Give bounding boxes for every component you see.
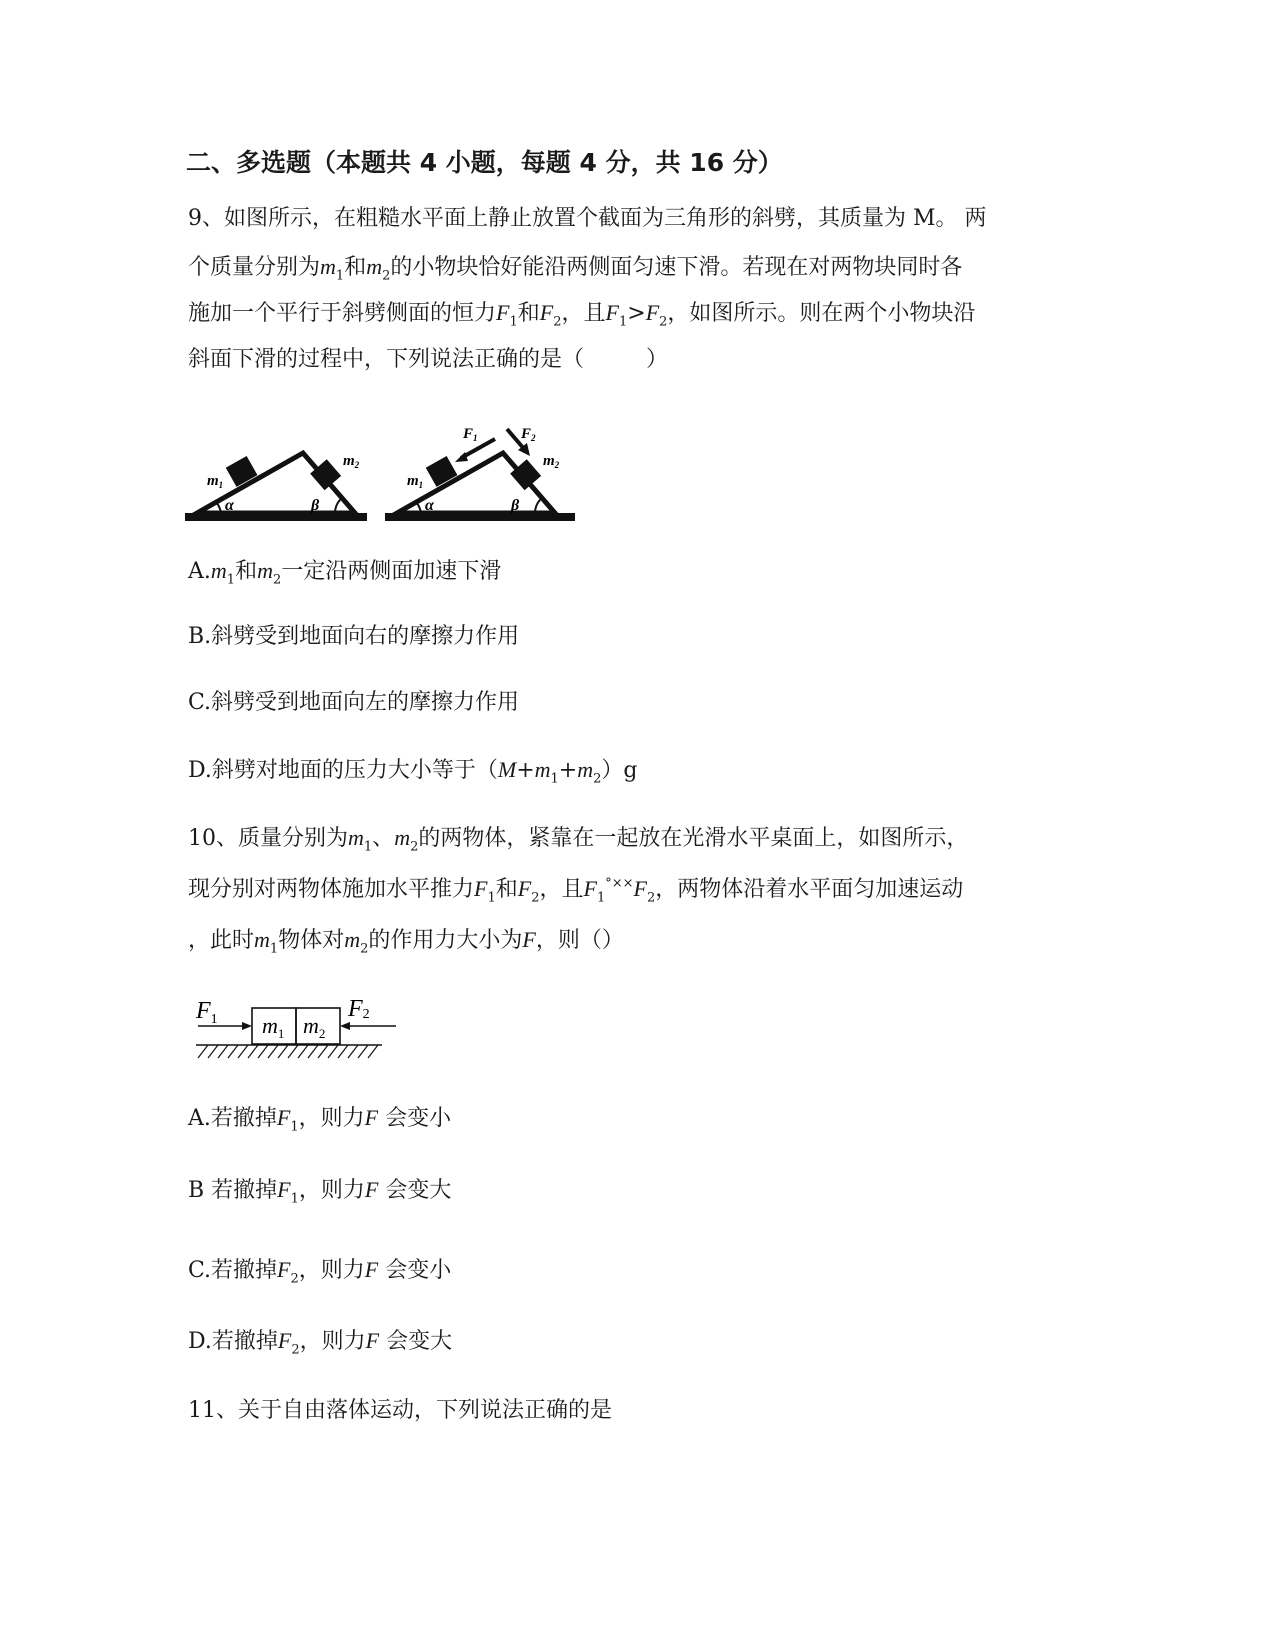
option-text: ，则力 — [299, 1329, 366, 1354]
q10-m2-sub: 2 — [360, 941, 369, 957]
q10-F2-sub: 2 — [647, 890, 656, 906]
q10-text: 的作用力大小为 — [368, 928, 523, 953]
q9-text: 斜面下滑的过程中，下列说法正确的是（ — [188, 347, 585, 372]
q9-option-c: C.斜劈受到地面向左的摩擦力作用 — [188, 690, 520, 715]
option-text: 会变小 — [385, 1106, 452, 1131]
option-text: A.若撤掉 — [188, 1106, 277, 1131]
option-text: ，则力 — [298, 1258, 365, 1283]
option-text: D.若撤掉 — [188, 1329, 278, 1354]
label-m1: $m_1$ — [262, 1013, 285, 1041]
q9-m2-sub: 2 — [272, 572, 282, 588]
label-F2: F2 — [348, 996, 370, 1022]
label-beta-left: β — [311, 497, 320, 514]
plus: + — [516, 758, 535, 783]
q9-text: 和 — [344, 255, 367, 280]
option-text: 会变大 — [386, 1329, 453, 1354]
q9-F2-sub: 2 — [659, 314, 668, 330]
q10-line-1 — [188, 823, 968, 862]
q10-F: F — [277, 1257, 291, 1282]
q10-option-c — [188, 1255, 451, 1294]
label-beta-right: β — [511, 497, 520, 514]
q9-figure — [185, 425, 605, 545]
q9-m2: m — [577, 757, 594, 782]
q9-F2-sub: 2 — [553, 314, 562, 330]
q10-F2: F — [633, 876, 647, 901]
q10-F1: F — [583, 876, 597, 901]
q10-F-sub: 1 — [290, 1119, 299, 1135]
label-alpha-left: α — [225, 497, 234, 514]
q10-F: F — [276, 1105, 291, 1130]
option-text: ，则力 — [298, 1106, 365, 1131]
q10-text: 、 — [372, 826, 395, 851]
q9-m2: m — [366, 254, 383, 279]
q10-text: ，两物体沿着水平面匀加速运动 — [655, 877, 964, 902]
q10-F2: F — [517, 876, 532, 901]
q9-F1-sub: 1 — [509, 314, 518, 330]
label-m1-right: $m_1$ — [407, 473, 424, 490]
q9-text: 个质量分别为 — [188, 255, 321, 280]
q9-m1-sub: 1 — [226, 572, 236, 588]
q10-F: F — [277, 1177, 291, 1202]
q9-m2: m — [257, 558, 273, 583]
q10-option-d — [188, 1326, 452, 1365]
label-F1: $F_1$ — [196, 998, 218, 1027]
q9-text: 施加一个平行于斜劈侧面的恒力 — [188, 301, 497, 326]
q10-line-2 — [188, 874, 963, 913]
q9-F1: F — [605, 300, 619, 325]
plus: + — [558, 758, 578, 783]
option-text: 会变小 — [385, 1258, 452, 1283]
q10-F2-sub: 2 — [531, 890, 540, 906]
label-m2-left: $m_2$ — [343, 453, 360, 470]
q10-text: 现分别对两物体施加水平推力 — [188, 877, 475, 902]
q10-line-3 — [188, 925, 624, 964]
q10-m1-sub: 1 — [269, 941, 279, 957]
q10-F1-sub: 1 — [596, 890, 606, 906]
option-text: D.斜劈对地面的压力大小等于（ — [188, 758, 498, 783]
q9-F2: F — [539, 300, 554, 325]
wedge-right — [385, 426, 575, 521]
q11-line-1: 11、关于自由落体运动，下列说法正确的是 — [188, 1398, 612, 1423]
q10-F: F — [364, 1177, 379, 1202]
q10-text: ，且 — [539, 877, 584, 902]
q10-text: 和 — [495, 877, 518, 902]
label-m2-right: $m_2$ — [543, 453, 560, 470]
q10-F-sub: 1 — [290, 1191, 299, 1207]
option-text: ）g — [601, 758, 638, 783]
q9-text: 和 — [235, 559, 258, 584]
q9-line-1: 9、如图所示，在粗糙水平面上静止放置个截面为三角形的斜劈，其质量为 M。 两 — [188, 206, 987, 231]
q9-option-a — [188, 556, 501, 595]
label-m1-left: $m_1$ — [207, 473, 224, 490]
q9-text: ，如图所示。则在两个小物块沿 — [667, 301, 976, 326]
option-label: A. — [188, 559, 211, 584]
q9-option-b: B.斜劈受到地面向右的摩擦力作用 — [188, 624, 520, 649]
q10-F-sub: 2 — [290, 1271, 299, 1287]
q10-text: ，则（） — [535, 928, 624, 953]
option-text: B 若撤掉 — [188, 1178, 278, 1203]
q9-m1: m — [320, 254, 336, 279]
q9-M: M — [497, 757, 517, 782]
q9-m1: m — [210, 558, 227, 583]
q9-text: 的小物块恰好能沿两侧面匀速下滑。若现在对两物块同时各 — [390, 255, 963, 280]
q9-line-4 — [188, 345, 668, 375]
arrow-F1-head — [242, 1022, 252, 1030]
q10-m2: m — [394, 825, 411, 850]
section-heading: 二、多选题（本题共 4 小题，每题 4 分，共 16 分） — [186, 148, 783, 177]
q9-m1-sub: 1 — [335, 268, 345, 284]
q9-F1-sub: 1 — [618, 314, 628, 330]
option-text: ，则力 — [298, 1178, 365, 1203]
q9-text: 和 — [517, 301, 540, 326]
q10-F: F — [364, 1105, 379, 1130]
q9-line-2 — [188, 252, 962, 291]
q10-F1: F — [474, 876, 488, 901]
q9-m2-sub: 2 — [593, 771, 602, 787]
surface-hatching — [198, 1045, 378, 1058]
option-text: C.若撤掉 — [188, 1258, 278, 1283]
option-text: 一定沿两侧面加速下滑 — [281, 559, 502, 584]
q9-F1: F — [496, 300, 510, 325]
q10-F: F — [522, 927, 536, 952]
q9-option-d — [188, 755, 638, 794]
q10-option-a — [188, 1103, 451, 1142]
q10-F: F — [277, 1328, 292, 1353]
garbled-symbol: °×× — [605, 876, 634, 891]
label-F2: $F_2$ — [521, 426, 536, 443]
q9-m2-sub: 2 — [382, 268, 391, 284]
q9-m1-sub: 1 — [550, 771, 559, 787]
q10-F: F — [365, 1328, 380, 1353]
q10-m2: m — [344, 927, 361, 952]
label-alpha-right: α — [425, 497, 434, 514]
q10-text: 10、质量分别为 — [188, 826, 348, 851]
q10-figure — [190, 988, 400, 1060]
q10-m2-sub: 2 — [410, 839, 419, 855]
q9-m1: m — [534, 757, 551, 782]
q9-text: ） — [646, 347, 669, 372]
arrow-F2-head — [340, 1022, 350, 1030]
q10-m1: m — [254, 927, 270, 952]
q9-line-3 — [188, 298, 975, 337]
q10-F-sub: 2 — [291, 1342, 300, 1358]
q10-text: 的两物体，紧靠在一起放在光滑水平桌面上，如图所示， — [418, 826, 969, 851]
q10-m1: m — [348, 825, 364, 850]
label-F1: $F_1$ — [463, 426, 478, 443]
q10-text: ，此时 — [188, 928, 255, 953]
q10-F1-sub: 1 — [487, 890, 496, 906]
q10-option-b — [188, 1175, 451, 1214]
q10-text: 物体对 — [278, 928, 345, 953]
q9-gt: > — [627, 301, 646, 326]
q9-F2: F — [645, 300, 660, 325]
option-text: 会变大 — [385, 1178, 452, 1203]
label-m2: $m_2$ — [303, 1013, 326, 1041]
q10-m1-sub: 1 — [363, 839, 373, 855]
wedge-left — [185, 453, 367, 521]
q10-F: F — [364, 1257, 379, 1282]
q9-text: ，且 — [561, 301, 606, 326]
